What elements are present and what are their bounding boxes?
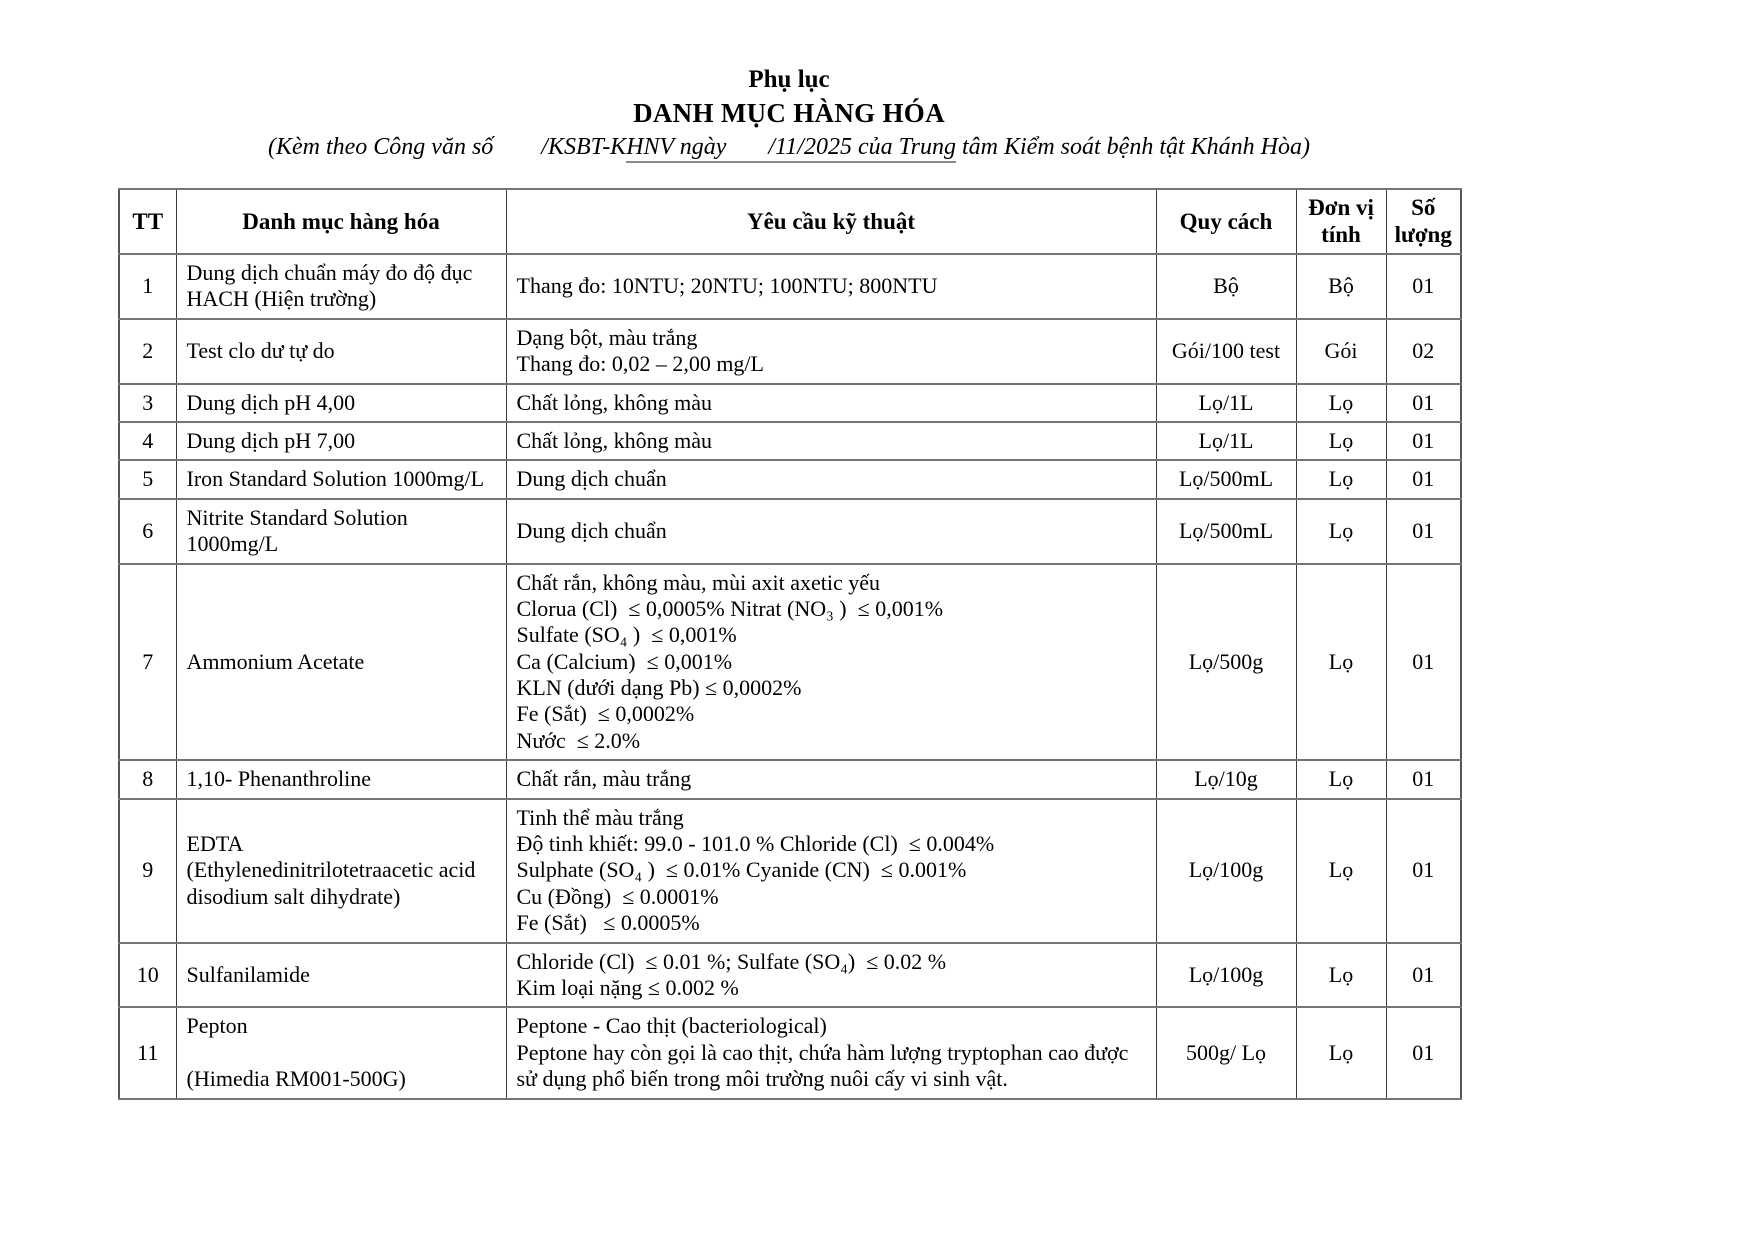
text-line: 1,10- Phenanthroline [186, 766, 372, 792]
subtitle [118, 134, 1460, 161]
item-packaging: Lọ/500g [1156, 564, 1296, 761]
row-number: 10 [119, 943, 176, 1008]
text-line: Ca (Calcium) ≤ 0,001% [516, 648, 733, 674]
row-number: 7 [119, 564, 176, 761]
table-row [119, 564, 1461, 761]
item-name [176, 499, 506, 564]
text-line: Sulphate (SO₄ ) ≤ 0.01% Cyanide (CN) ≤ 0.001% [516, 857, 967, 883]
row-number: 6 [119, 499, 176, 564]
item-packaging: Lọ/100g [1156, 943, 1296, 1008]
item-unit: Bộ [1296, 254, 1386, 319]
text-line: Độ tinh khiết: 99.0 - 101.0 % Chloride (Cl) ≤ 0.004% [516, 831, 995, 857]
text-line: Chloride (Cl) ≤ 0.01 %; Sulfate (SO₄) ≤ 0.02 % [516, 948, 947, 974]
item-name [176, 460, 506, 498]
document-page [118, 0, 1460, 1100]
text-line: (Ethylenedinitrilotetraacetic acid disodium salt dihydrate) [186, 857, 476, 909]
item-unit: Lọ [1296, 564, 1386, 761]
text-line: Clorua (Cl) ≤ 0,0005% Nitrat (NO₃ ) ≤ 0,001% [516, 595, 944, 621]
subtitle-post: tâm Kiểm soát bệnh tật Khánh Hòa) [956, 133, 1310, 160]
item-quantity: 01 [1386, 1007, 1461, 1098]
col-header-tt: TT [119, 189, 176, 254]
text-line: Nitrite Standard Solution 1000mg/L [186, 504, 408, 557]
item-name [176, 384, 506, 422]
item-unit: Gói [1296, 319, 1386, 384]
text-line: Thang đo: 10NTU; 20NTU; 100NTU; 800NTU [516, 273, 938, 299]
col-header-unit: Đơn vị tính [1296, 189, 1386, 254]
item-quantity: 01 [1386, 422, 1461, 460]
col-header-packaging: Quy cách [1156, 189, 1296, 254]
item-quantity: 01 [1386, 799, 1461, 943]
item-quantity: 01 [1386, 460, 1461, 498]
item-unit: Lọ [1296, 1007, 1386, 1098]
text-line: Thang đo: 0,02 – 2,00 mg/L [516, 351, 764, 377]
item-spec [506, 564, 1156, 761]
table-row [119, 319, 1461, 384]
table-body [119, 254, 1461, 1099]
item-name [176, 564, 506, 761]
item-packaging: Lọ/1L [1156, 422, 1296, 460]
subtitle-underlined-blank: HNV ngày /11/2025 của Trung [626, 134, 956, 163]
item-quantity: 02 [1386, 319, 1461, 384]
item-packaging: Lọ/1L [1156, 384, 1296, 422]
item-quantity: 01 [1386, 254, 1461, 319]
item-packaging: Bộ [1156, 254, 1296, 319]
item-packaging: Gói/100 test [1156, 319, 1296, 384]
item-unit: Lọ [1296, 799, 1386, 943]
text-line: Iron Standard Solution 1000mg/L [186, 466, 485, 492]
goods-table [118, 188, 1462, 1100]
table-row [119, 943, 1461, 1008]
item-name [176, 319, 506, 384]
col-header-name: Danh mục hàng hóa [176, 189, 506, 254]
item-name [176, 799, 506, 943]
row-number: 9 [119, 799, 176, 943]
text-line: Dung dịch chuẩn [516, 466, 667, 492]
item-spec [506, 254, 1156, 319]
page-title: DANH MỤC HÀNG HÓA [633, 97, 945, 128]
text-line: Dạng bột, màu trắng [516, 324, 698, 350]
table-row [119, 760, 1461, 798]
text-line: Fe (Sắt) ≤ 0.0005% [516, 910, 700, 936]
row-number: 11 [119, 1007, 176, 1098]
text-line: Peptone hay còn gọi là cao thịt, chứa hàm lượng tryptophan cao được sử dụng phổ biến trong môi trường nuôi cấy vi sinh vật. [516, 1039, 1129, 1092]
col-header-quantity: Số lượng [1386, 189, 1461, 254]
table-row [119, 460, 1461, 498]
header-row [119, 189, 1461, 254]
text-line: Sulfanilamide [186, 961, 310, 987]
table-row [119, 384, 1461, 422]
text-line: KLN (dưới dạng Pb) ≤ 0,0002% [516, 675, 802, 701]
table-row [119, 499, 1461, 564]
item-quantity: 01 [1386, 564, 1461, 761]
item-unit: Lọ [1296, 499, 1386, 564]
table-row [119, 422, 1461, 460]
item-unit: Lọ [1296, 943, 1386, 1008]
appendix-title: Phụ lục [748, 66, 830, 93]
item-unit: Lọ [1296, 384, 1386, 422]
item-spec [506, 499, 1156, 564]
text-line [187, 1040, 498, 1066]
item-packaging: Lọ/500mL [1156, 499, 1296, 564]
text-line: Kim loại nặng ≤ 0.002 % [516, 974, 739, 1000]
text-line: Tinh thể màu trắng [516, 804, 684, 830]
item-spec [506, 460, 1156, 498]
text-line: Chất rắn, không màu, mùi axit axetic yếu [516, 569, 881, 595]
item-name [176, 422, 506, 460]
item-spec [506, 319, 1156, 384]
item-spec [506, 760, 1156, 798]
item-quantity: 01 [1386, 499, 1461, 564]
text-line: Chất rắn, màu trắng [516, 766, 692, 792]
item-packaging: Lọ/500mL [1156, 460, 1296, 498]
table-row [119, 799, 1461, 943]
text-line: (Himedia RM001-500G) [186, 1066, 406, 1092]
text-line: Dung dịch pH 4,00 [186, 389, 356, 415]
item-name [176, 1007, 506, 1098]
table-row [119, 254, 1461, 319]
text-line: Peptone - Cao thịt (bacteriological) [516, 1013, 827, 1039]
text-line: Dung dịch chuẩn máy đo độ đục HACH (Hiện trường) [186, 259, 473, 312]
item-unit: Lọ [1296, 760, 1386, 798]
text-line: Nước ≤ 2.0% [516, 727, 641, 753]
row-number: 4 [119, 422, 176, 460]
text-line: Chất lỏng, không màu [516, 427, 713, 453]
text-line: Ammonium Acetate [186, 648, 365, 674]
item-name [176, 943, 506, 1008]
text-line: Pepton [186, 1013, 248, 1039]
item-name [176, 760, 506, 798]
row-number: 2 [119, 319, 176, 384]
item-packaging: Lọ/100g [1156, 799, 1296, 943]
text-line: Cu (Đồng) ≤ 0.0001% [516, 883, 719, 909]
text-line: Chất lỏng, không màu [516, 389, 713, 415]
text-line: Dung dịch pH 7,00 [186, 427, 356, 453]
item-packaging: Lọ/10g [1156, 760, 1296, 798]
item-name [176, 254, 506, 319]
text-line: Dung dịch chuẩn [516, 517, 667, 543]
text-line: EDTA [186, 831, 244, 857]
item-spec [506, 799, 1156, 943]
item-spec [506, 943, 1156, 1008]
item-unit: Lọ [1296, 422, 1386, 460]
row-number: 3 [119, 384, 176, 422]
item-unit: Lọ [1296, 460, 1386, 498]
text-line: Test clo dư tự do [186, 337, 335, 363]
row-number: 1 [119, 254, 176, 319]
item-packaging: 500g/ Lọ [1156, 1007, 1296, 1098]
item-quantity: 01 [1386, 943, 1461, 1008]
subtitle-pre: (Kèm theo Công văn số /KSBT-K [267, 133, 627, 160]
item-spec [506, 384, 1156, 422]
item-spec [506, 1007, 1156, 1098]
row-number: 5 [119, 460, 176, 498]
item-quantity: 01 [1386, 384, 1461, 422]
col-header-spec: Yêu cầu kỹ thuật [506, 189, 1156, 254]
row-number: 8 [119, 760, 176, 798]
item-quantity: 01 [1386, 760, 1461, 798]
text-line: Sulfate (SO₄ ) ≤ 0,001% [516, 622, 737, 648]
text-line: Fe (Sắt) ≤ 0,0002% [516, 701, 695, 727]
table-row [119, 1007, 1461, 1098]
item-spec [506, 422, 1156, 460]
